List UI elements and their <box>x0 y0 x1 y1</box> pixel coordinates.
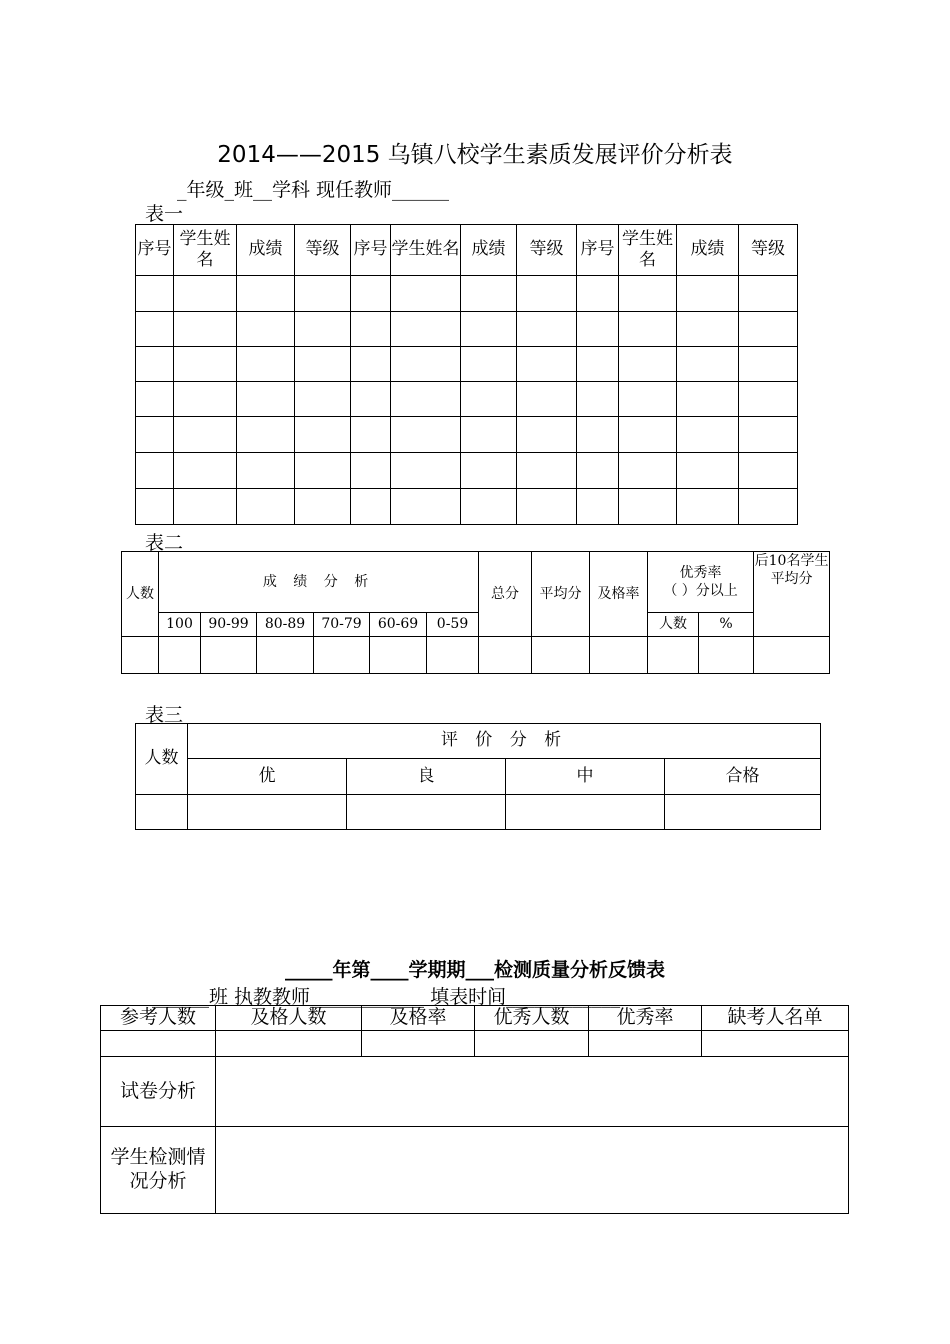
cell-input[interactable] <box>136 453 174 489</box>
exc-percent-header: % <box>699 613 754 637</box>
cell-input[interactable] <box>532 637 590 674</box>
cell-input[interactable] <box>427 637 479 674</box>
cell-input[interactable] <box>739 347 798 382</box>
cell-input[interactable] <box>739 312 798 347</box>
class-teacher-date-line: ______班 执教教师____________ 填表时间____________ <box>152 986 621 1008</box>
cell-input[interactable] <box>136 417 174 453</box>
cell-input[interactable] <box>677 382 739 417</box>
cell-input[interactable] <box>619 417 677 453</box>
cell-input[interactable] <box>619 276 677 312</box>
cell-input[interactable] <box>677 276 739 312</box>
quality-feedback-table <box>100 1005 849 1214</box>
header-cell: 序号 <box>351 225 391 276</box>
excellent-rate-header <box>648 552 754 613</box>
table-row <box>136 489 798 525</box>
cell-input[interactable] <box>619 382 677 417</box>
cell-input[interactable] <box>677 489 739 525</box>
cell-input[interactable] <box>174 489 237 525</box>
cell-input[interactable] <box>619 312 677 347</box>
score-analysis-header: 成 绩 分 析 <box>159 552 479 613</box>
cell-input[interactable] <box>188 795 347 830</box>
cell-input[interactable] <box>174 417 237 453</box>
cell-input[interactable] <box>739 276 798 312</box>
range-header: 0-59 <box>427 613 479 637</box>
range-header: 100 <box>159 613 201 637</box>
cell-input[interactable] <box>677 312 739 347</box>
cell-input[interactable] <box>648 637 699 674</box>
cell-input[interactable] <box>237 417 295 453</box>
cell-input[interactable] <box>391 276 461 312</box>
table-subheader-row <box>122 613 830 637</box>
cell-input[interactable] <box>739 489 798 525</box>
cell-input[interactable] <box>665 795 821 830</box>
level-header: 中 <box>506 759 665 795</box>
range-header: 60-69 <box>370 613 427 637</box>
table-row <box>136 417 798 453</box>
cell-input[interactable] <box>136 312 174 347</box>
cell-input[interactable] <box>391 312 461 347</box>
cell-input[interactable] <box>295 489 351 525</box>
header-cell: 成绩 <box>461 225 517 276</box>
cell-input[interactable] <box>577 347 619 382</box>
class-subject-teacher-line: _年级_班__学科 现任教师______ <box>177 179 450 201</box>
header-cell: 等级 <box>295 225 351 276</box>
cell-input[interactable] <box>136 795 188 830</box>
cell-input[interactable] <box>461 276 517 312</box>
cell-input[interactable] <box>461 382 517 417</box>
cell-input[interactable] <box>295 312 351 347</box>
header-cell: 成绩 <box>237 225 295 276</box>
cell-input[interactable] <box>702 1031 849 1057</box>
cell-input[interactable] <box>391 382 461 417</box>
cell-input[interactable] <box>619 347 677 382</box>
cell-input[interactable] <box>257 637 314 674</box>
level-header: 合格 <box>665 759 821 795</box>
table-subheader-row <box>136 759 821 795</box>
cell-input[interactable] <box>159 637 201 674</box>
header-cell: 优秀人数 <box>475 1006 589 1031</box>
paper-analysis-label: 试卷分析 <box>101 1057 216 1127</box>
cell-input[interactable] <box>351 453 391 489</box>
cell-input[interactable] <box>347 795 506 830</box>
cell-input[interactable] <box>391 489 461 525</box>
table-header-row <box>136 724 821 759</box>
cell-input[interactable] <box>174 276 237 312</box>
table-row <box>101 1057 849 1127</box>
cell-input[interactable] <box>699 637 754 674</box>
score-analysis-table <box>121 551 830 674</box>
cell-input[interactable] <box>517 489 577 525</box>
cell-input[interactable] <box>589 1031 702 1057</box>
header-cell: 等级 <box>739 225 798 276</box>
cell-input[interactable] <box>351 382 391 417</box>
header-cell: 优秀率 <box>589 1006 702 1031</box>
cell-input[interactable] <box>577 276 619 312</box>
cell-input[interactable] <box>174 453 237 489</box>
table-row <box>136 795 821 830</box>
count-header: 人数 <box>136 724 188 795</box>
cell-input[interactable] <box>237 347 295 382</box>
student-analysis-input[interactable] <box>216 1127 849 1214</box>
header-cell: 序号 <box>577 225 619 276</box>
cell-input[interactable] <box>577 489 619 525</box>
page-title: 2014——2015 乌镇八校学生素质发展评价分析表 <box>217 142 733 168</box>
cell-input[interactable] <box>237 276 295 312</box>
cell-input[interactable] <box>517 312 577 347</box>
cell-input[interactable] <box>295 417 351 453</box>
table-row <box>101 1031 849 1057</box>
cell-input[interactable] <box>517 347 577 382</box>
cell-input[interactable] <box>517 382 577 417</box>
level-header: 优 <box>188 759 347 795</box>
cell-input[interactable] <box>479 637 532 674</box>
cell-input[interactable] <box>517 453 577 489</box>
cell-input[interactable] <box>461 347 517 382</box>
header-cell: 成绩 <box>677 225 739 276</box>
cell-input[interactable] <box>577 312 619 347</box>
cell-input[interactable] <box>391 453 461 489</box>
cell-input[interactable] <box>517 276 577 312</box>
table-header-row <box>122 552 830 613</box>
cell-input[interactable] <box>754 637 830 674</box>
range-header: 80-89 <box>257 613 314 637</box>
count-header: 人数 <box>122 552 159 637</box>
table-row <box>136 347 798 382</box>
cell-input[interactable] <box>391 347 461 382</box>
range-header: 70-79 <box>314 613 370 637</box>
range-header: 90-99 <box>201 613 257 637</box>
cell-input[interactable] <box>136 489 174 525</box>
table1-label: 表一 <box>145 203 184 225</box>
header-cell: 及格人数 <box>216 1006 362 1031</box>
cell-input[interactable] <box>295 276 351 312</box>
cell-input[interactable] <box>362 1031 475 1057</box>
cell-input[interactable] <box>475 1031 589 1057</box>
cell-input[interactable] <box>677 453 739 489</box>
cell-input[interactable] <box>619 489 677 525</box>
cell-input[interactable] <box>461 489 517 525</box>
cell-input[interactable] <box>577 417 619 453</box>
cell-input[interactable] <box>295 453 351 489</box>
feedback-title: _____年第____学期期___检测质量分析反馈表 <box>284 959 665 981</box>
table-header-row <box>136 225 798 276</box>
cell-input[interactable] <box>237 489 295 525</box>
table3-label: 表三 <box>145 704 184 726</box>
table-row <box>122 637 830 674</box>
header-cell: 缺考人名单 <box>702 1006 849 1031</box>
cell-input[interactable] <box>461 312 517 347</box>
average-header: 平均分 <box>532 552 590 637</box>
cell-input[interactable] <box>101 1031 216 1057</box>
table-header-row <box>101 1006 849 1031</box>
level-header: 良 <box>347 759 506 795</box>
excellent-rate-label: 优秀率 <box>679 564 722 581</box>
cell-input[interactable] <box>517 417 577 453</box>
cell-input[interactable] <box>351 312 391 347</box>
evaluation-table <box>135 723 821 830</box>
paper-analysis-input[interactable] <box>216 1057 849 1127</box>
evaluation-header: 评 价 分 析 <box>188 724 821 759</box>
table-row <box>136 453 798 489</box>
header-cell: 学生姓名 <box>174 225 237 276</box>
student-analysis-label: 学生检测情况分析 <box>101 1127 216 1214</box>
table-row <box>136 312 798 347</box>
header-cell: 序号 <box>136 225 174 276</box>
cell-input[interactable] <box>295 382 351 417</box>
student-score-table <box>135 224 798 525</box>
cell-input[interactable] <box>136 276 174 312</box>
cell-input[interactable] <box>461 453 517 489</box>
cell-input[interactable] <box>136 382 174 417</box>
total-header: 总分 <box>479 552 532 637</box>
table-row <box>136 276 798 312</box>
header-cell: 等级 <box>517 225 577 276</box>
excellent-cond-label: （ ）分以上 <box>663 583 738 599</box>
pass-rate-header: 及格率 <box>590 552 648 637</box>
cell-input[interactable] <box>237 382 295 417</box>
cell-input[interactable] <box>136 347 174 382</box>
cell-input[interactable] <box>237 312 295 347</box>
cell-input[interactable] <box>370 637 427 674</box>
cell-input[interactable] <box>122 637 159 674</box>
cell-input[interactable] <box>237 453 295 489</box>
cell-input[interactable] <box>619 453 677 489</box>
table-row <box>101 1127 849 1214</box>
header-cell: 学生姓名 <box>391 225 461 276</box>
bottom10-header: 后10名学生平均分 <box>754 552 830 637</box>
cell-input[interactable] <box>739 417 798 453</box>
cell-input[interactable] <box>391 417 461 453</box>
cell-input[interactable] <box>677 417 739 453</box>
cell-input[interactable] <box>506 795 665 830</box>
cell-input[interactable] <box>351 347 391 382</box>
cell-input[interactable] <box>351 417 391 453</box>
cell-input[interactable] <box>461 417 517 453</box>
cell-input[interactable] <box>174 382 237 417</box>
cell-input[interactable] <box>216 1031 362 1057</box>
cell-input[interactable] <box>174 347 237 382</box>
table-row <box>136 382 798 417</box>
cell-input[interactable] <box>577 453 619 489</box>
table2-label: 表二 <box>145 532 184 554</box>
cell-input[interactable] <box>351 489 391 525</box>
cell-input[interactable] <box>295 347 351 382</box>
cell-input[interactable] <box>174 312 237 347</box>
cell-input[interactable] <box>351 276 391 312</box>
cell-input[interactable] <box>739 453 798 489</box>
exc-count-header: 人数 <box>648 613 699 637</box>
header-cell: 参考人数 <box>101 1006 216 1031</box>
header-cell: 及格率 <box>362 1006 475 1031</box>
cell-input[interactable] <box>201 637 257 674</box>
cell-input[interactable] <box>677 347 739 382</box>
cell-input[interactable] <box>314 637 370 674</box>
cell-input[interactable] <box>739 382 798 417</box>
header-cell: 学生姓名 <box>619 225 677 276</box>
cell-input[interactable] <box>577 382 619 417</box>
cell-input[interactable] <box>590 637 648 674</box>
